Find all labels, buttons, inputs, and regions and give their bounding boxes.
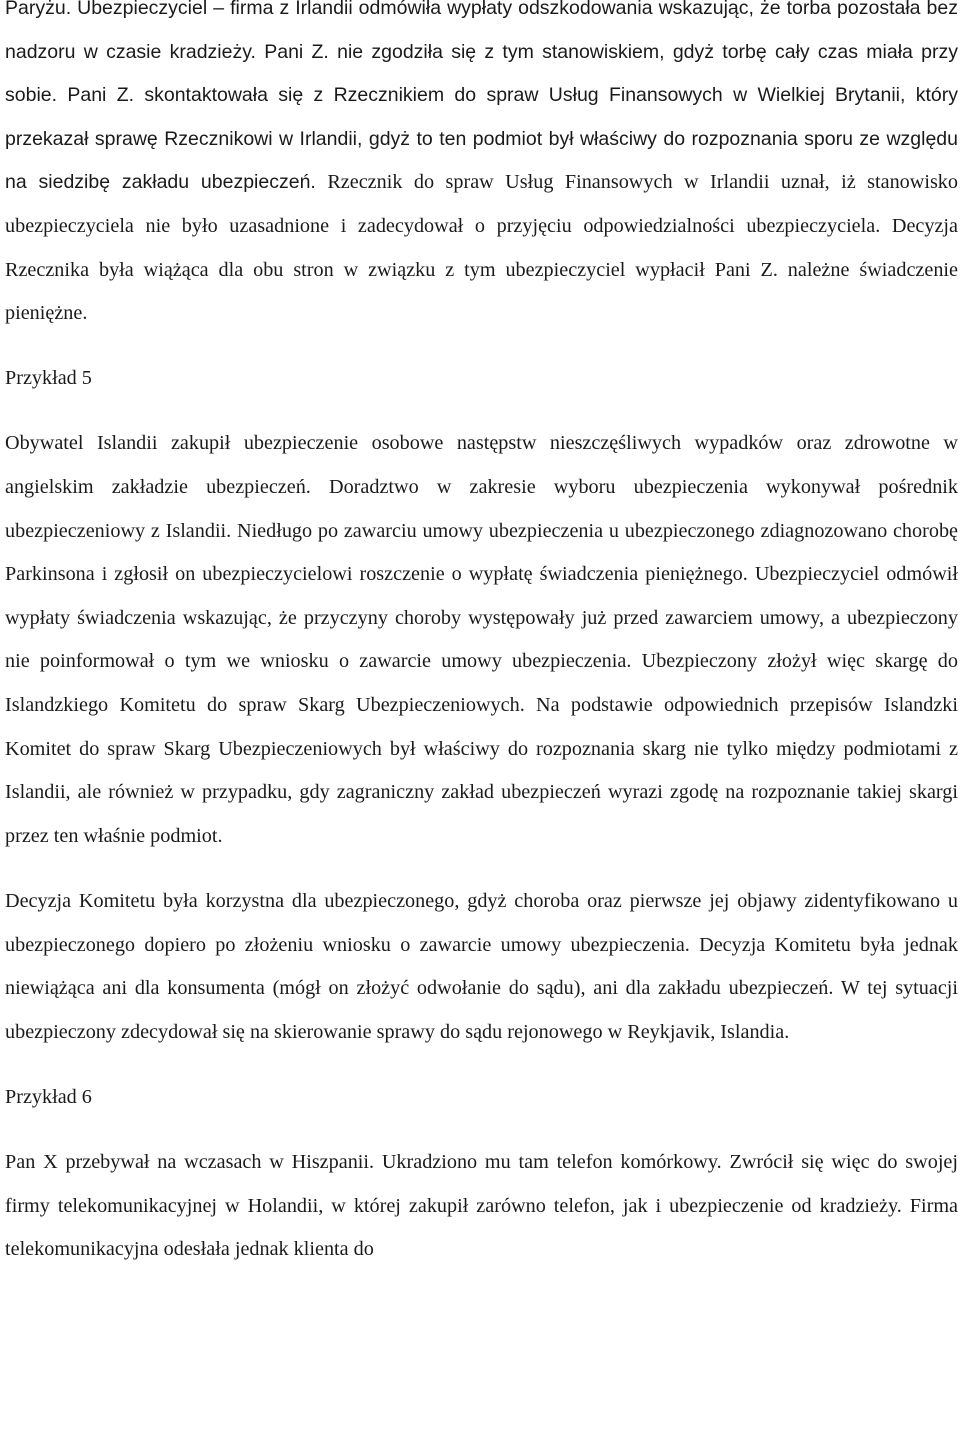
- heading-example-6: Przykład 6: [5, 1085, 92, 1108]
- paragraph-example-5-case: Obywatel Islandii zakupił ubezpieczenie osobowe następstw nieszczęśliwych wypadków oraz zdrowotne w angielskim zakładzie ubezpieczeń. Doradztwo w zakresie wyboru ubezpieczenia wykonywał pośrednik ubezpieczeniowy z Islandii. Niedługo po zawarciu umowy ubezpieczenia u ubezpieczonego zdiagnozowano chorobę Parkinsona i zgłosił on ubezpieczycielowi roszczenie o wypłatę świadczenia pieniężnego. Ubezpieczyciel odmówił wypłaty świadczenia wskazując, że przyczyny choroby występowały już przed zawarciem umowy, a ubezpieczony nie poinformował o tym we wniosku o zawarcie umowy ubezpieczenia. Ubezpieczony złożył więc skargę do Islandzkiego Komitetu do spraw Skarg Ubezpieczeniowych. Na podstawie odpowiednich przepisów Islandzki Komitet do spraw Skarg Ubezpieczeniowych był właściwy do rozpoznania skarg nie tylko między podmiotami z Islandii, ale również w przypadku, gdy zagraniczny zakład ubezpieczeń wyrazi zgodę na rozpoznanie takiej skargi przez ten właśnie podmiot.: [5, 432, 958, 847]
- heading-example-5: Przykład 5: [5, 366, 92, 389]
- paragraph-claim-ireland: [5, 0, 958, 336]
- paragraph-segment-sans: Paryżu. Ubezpieczyciel – firma z Irlandii odmówiła wypłaty odszkodowania wskazując, że torba pozostała bez nadzoru w czasie kradzieży. Pani Z. nie zgodziła się z tym stanowiskiem, gdyż torbę cały czas miała przy sobie. Pani Z. skontaktowała się z Rzecznikiem do spraw Usług Finansowych w Wielkiej Brytanii, który przekazał sprawę Rzecznikowi w Irlandii, gdyż to ten podmiot był właściwy do rozpoznania sporu ze względu na siedzibę zakładu ubezpieczeń.: [5, 0, 958, 194]
- paragraph-example-6-case: Pan X przebywał na wczasach w Hiszpanii. Ukradziono mu tam telefon komórkowy. Zwrócił się więc do swojej firmy telekomunikacyjnej w Holandii, w której zakupił zarówno telefon, jak i ubezpieczenie od kradzieży. Firma telekomunikacyjna odesłała jednak klienta do: [5, 1151, 958, 1261]
- paragraph-example-5-decision: Decyzja Komitetu była korzystna dla ubezpieczonego, gdyż choroba oraz pierwsze jej objawy zidentyfikowano u ubezpieczonego dopiero po złożeniu wniosku o zawarcie umowy ubezpieczenia. Decyzja Komitetu była jednak niewiążąca ani dla konsumenta (mógł on złożyć odwołanie do sądu), ani dla zakładu ubezpieczeń. W tej sytuacji ubezpieczony zdecydował się na skierowanie sprawy do sądu rejonowego w Reykjavik, Islandia.: [5, 890, 958, 1044]
- paragraph-segment-serif: Rzecznik do spraw Usług Finansowych w Irlandii uznał, iż stanowisko ubezpieczyciela nie było uzasadnione i zadecydował o przyjęciu odpowiedzialności ubezpieczyciela. Decyzja Rzecznika była wiążąca dla obu stron w związku z tym ubezpieczyciel wypłacił Pani Z. należne świadczenie pieniężne.: [5, 171, 958, 325]
